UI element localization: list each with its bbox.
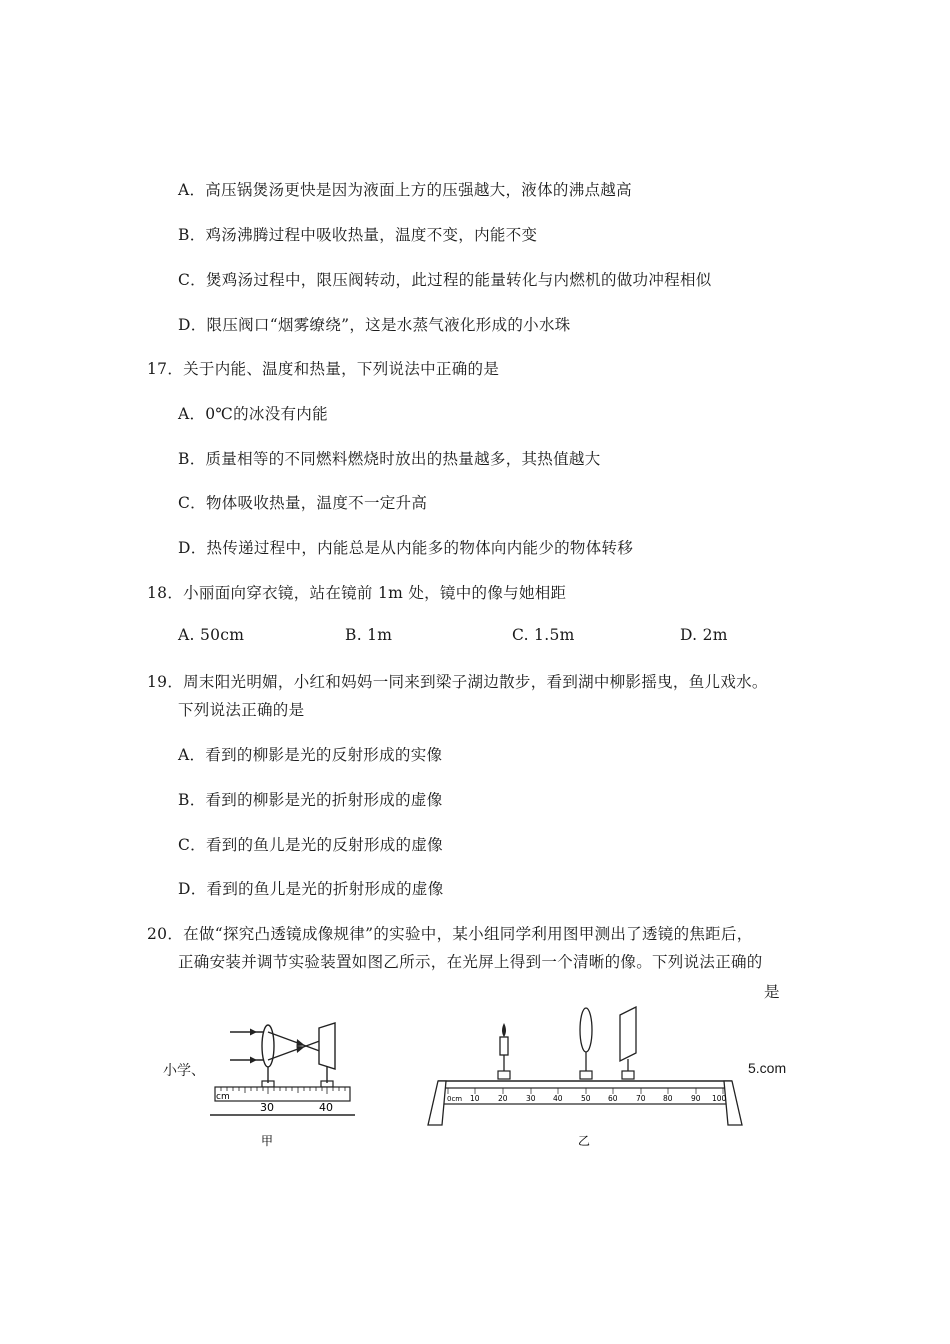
screen-icon [620, 1007, 636, 1061]
bench-tick-70: 70 [636, 1094, 646, 1103]
figure-jia-caption: 甲 [261, 1134, 274, 1148]
figure-jia [210, 1015, 360, 1155]
q19-option-c: C．看到的鱼儿是光的反射形成的虚像 [178, 836, 443, 854]
screen-base [622, 1071, 634, 1079]
q19-option-b: B．看到的柳影是光的折射形成的虚像 [178, 791, 443, 809]
ruler-jia-unit: cm [216, 1092, 230, 1102]
bench-leg-right [724, 1081, 742, 1125]
ray-bottom-arrow [250, 1057, 257, 1064]
q16-option-b: B．鸡汤沸腾过程中吸收热量，温度不变，内能不变 [178, 226, 538, 244]
bench-tick-10: 10 [470, 1094, 480, 1103]
bench-tick-30: 30 [526, 1094, 536, 1103]
ray-converge-top-arrow [297, 1039, 306, 1046]
candle-flame-icon [502, 1023, 506, 1037]
lens-base [580, 1071, 592, 1079]
ruler-jia-tick-40: 40 [319, 1101, 333, 1114]
candle-icon [500, 1037, 508, 1055]
q17-option-a: A．0℃的冰没有内能 [178, 405, 328, 423]
q16-option-a: A．高压锅煲汤更快是因为液面上方的压强越大，液体的沸点越高 [178, 181, 632, 199]
q20-stem-line-1: 20．在做“探究凸透镜成像规律”的实验中，某小组同学利用图甲测出了透镜的焦距后， [147, 925, 753, 943]
q18-option-c: C. 1.5m [512, 626, 575, 644]
ruler-jia [215, 1087, 350, 1101]
watermark-left: 小学、 [163, 1062, 205, 1078]
q20-stem-line-3: 是 [764, 983, 780, 1001]
q16-option-d: D．限压阀口“烟雾缭绕”，这是水蒸气液化形成的小水珠 [178, 316, 571, 334]
candle-base [498, 1071, 510, 1079]
q20-stem-line-2: 正确安装并调节实验装置如图乙所示，在光屏上得到一个清晰的像。下列说法正确的 [178, 953, 763, 971]
bench-leg-left [428, 1081, 446, 1125]
bench-unit: 0cm [447, 1095, 463, 1103]
figure-yi-caption: 乙 [578, 1134, 591, 1148]
q17-stem: 17．关于内能、温度和热量，下列说法中正确的是 [147, 360, 500, 378]
q19-option-d: D．看到的鱼儿是光的折射形成的虚像 [178, 880, 444, 898]
figure-yi [420, 995, 750, 1150]
q18-option-a: A. 50cm [178, 626, 245, 644]
bench-tick-20: 20 [498, 1094, 508, 1103]
q19-stem-line-2: 下列说法正确的是 [178, 701, 305, 719]
q17-option-b: B．质量相等的不同燃料燃烧时放出的热量越多，其热值越大 [178, 450, 601, 468]
q18-option-d: D. 2m [680, 626, 728, 644]
q19-stem-line-1: 19．周末阳光明媚，小红和妈妈一同来到梁子湖边散步，看到湖中柳影摇曳，鱼儿戏水。 [147, 673, 768, 691]
convex-lens-icon [580, 1008, 592, 1052]
bench-tick-60: 60 [608, 1094, 618, 1103]
bench-tick-100: 100 [712, 1094, 727, 1103]
q17-option-c: C．物体吸收热量，温度不一定升高 [178, 494, 428, 512]
bench-tick-50: 50 [581, 1094, 591, 1103]
q16-option-c: C．煲鸡汤过程中，限压阀转动，此过程的能量转化与内燃机的做功冲程相似 [178, 271, 712, 289]
ray-top-arrow [250, 1029, 257, 1036]
convex-lens-icon [262, 1025, 274, 1067]
q19-option-a: A．看到的柳影是光的反射形成的实像 [178, 746, 443, 764]
bench-tick-90: 90 [691, 1094, 701, 1103]
screen-icon [319, 1023, 335, 1069]
q18-option-b: B. 1m [345, 626, 393, 644]
bench-tick-40: 40 [553, 1094, 563, 1103]
bench-tick-80: 80 [663, 1094, 673, 1103]
ruler-jia-tick-30: 30 [260, 1101, 274, 1114]
q18-stem: 18．小丽面向穿衣镜，站在镜前 1m 处，镜中的像与她相距 [147, 584, 567, 602]
watermark-right: 5.com [748, 1060, 787, 1076]
q17-option-d: D．热传递过程中，内能总是从内能多的物体向内能少的物体转移 [178, 539, 634, 557]
ray-converge-bottom-arrow [297, 1046, 306, 1053]
